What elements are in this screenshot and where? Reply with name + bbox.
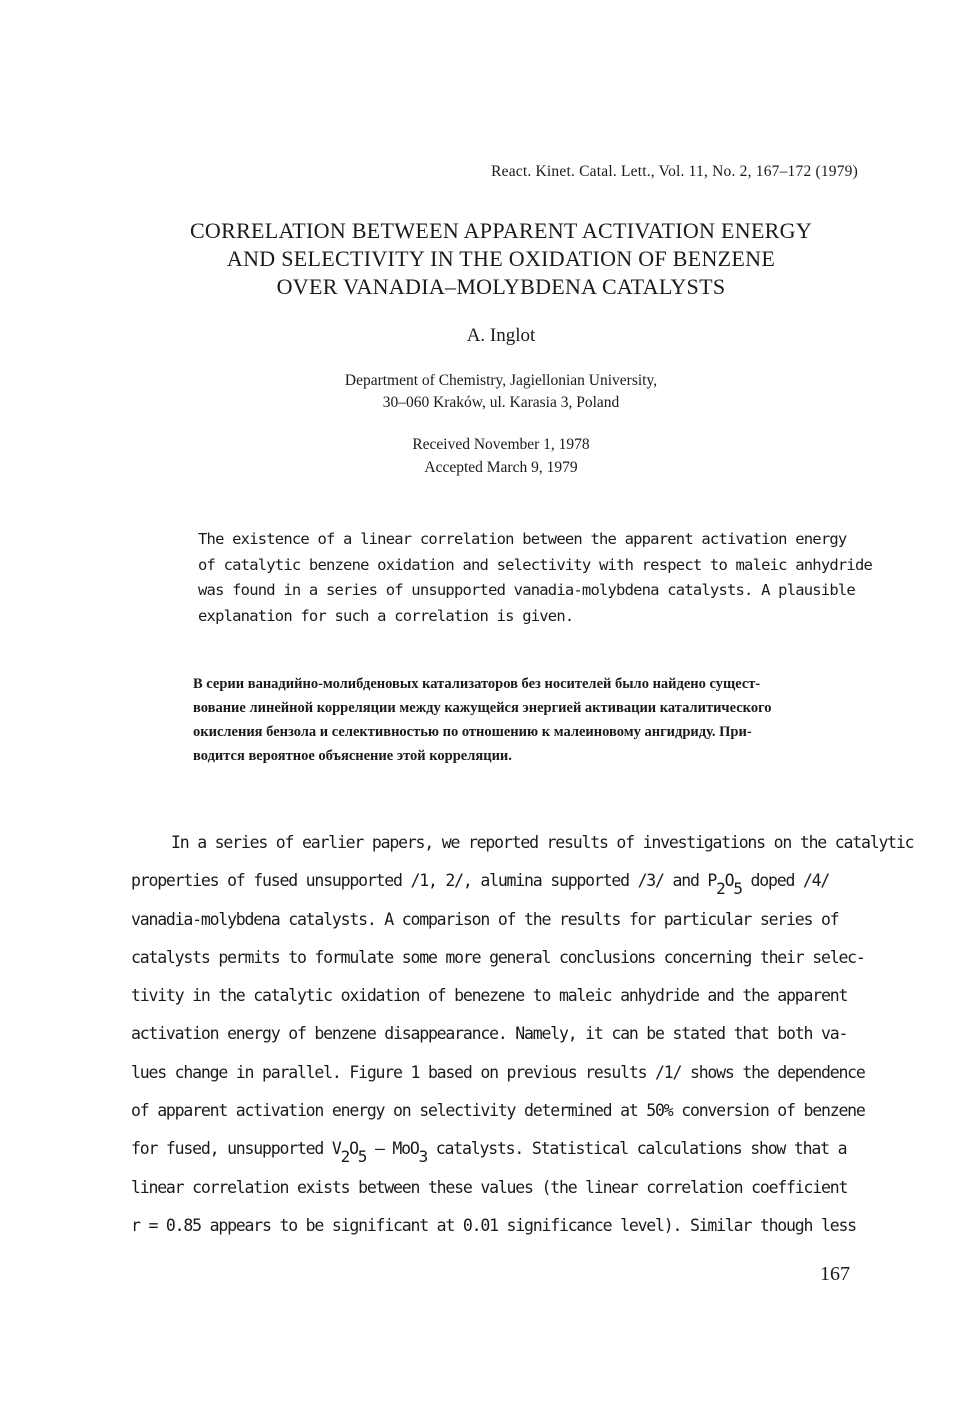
received-date: Received November 1, 1978: [412, 436, 590, 453]
body-line: of apparent activation energy on selectivity determined at 50% conversion of benzene: [131, 1101, 865, 1121]
body-line: r = 0.85 appears to be significant at 0.01 significance level). Similar though less: [131, 1215, 856, 1235]
submission-dates: [0, 433, 976, 479]
journal-reference: React. Kinet. Catal. Lett., Vol. 11, No. 2, 167–172 (1979): [491, 163, 858, 180]
body-text-segment: properties of fused unsupported /1, 2/, alumina supported /3/ and P: [131, 871, 717, 891]
paper-title: [0, 217, 976, 301]
accepted-date: Accepted March 9, 1979: [424, 459, 578, 476]
body-text-segment: for fused, unsupported V: [131, 1139, 341, 1159]
abstract-line: В серии ванадийно-молибденовых катализаторов без носителей было найдено сущест-: [193, 676, 761, 692]
body-text-segment: O: [724, 871, 734, 891]
abstract-line: of catalytic benzene oxidation and selectivity with respect to maleic anhydride: [198, 555, 873, 574]
body-text-segment: catalysts. Statistical calculations show that a: [427, 1139, 847, 1159]
affiliation: [0, 370, 976, 414]
body-line: activation energy of benzene disappearance. Namely, it can be stated that both va-: [131, 1024, 848, 1044]
body-line: tivity in the catalytic oxidation of benezene to maleic anhydride and the apparent: [131, 986, 848, 1006]
affiliation-line: 30–060 Kraków, ul. Karasia 3, Poland: [382, 394, 620, 411]
body-line: lues change in parallel. Figure 1 based on previous results /1/ shows the dependence: [131, 1062, 865, 1082]
body-line: catalysts permits to formulate some more general conclusions concerning their selec-: [131, 947, 865, 967]
body-line: In a series of earlier papers, we reported results of investigations on the catalytic: [171, 833, 914, 852]
abstract-line: explanation for such a correlation is given.: [198, 606, 574, 625]
abstract-line: was found in a series of unsupported vanadia-molybdena catalysts. A plausible: [198, 581, 855, 599]
abstract-line: The existence of a linear correlation between the apparent activation energy: [198, 530, 847, 548]
body-line: linear correlation exists between these values (the linear correlation coefficient: [131, 1177, 848, 1197]
author-name: A. Inglot: [466, 325, 536, 346]
body-line: [131, 1130, 891, 1168]
abstract-line: вование линейной корреляции между кажущейся энергией активации каталитического: [193, 700, 772, 716]
title-line: CORRELATION BETWEEN APPARENT ACTIVATION ENERGY: [189, 218, 813, 243]
abstract-line: окисления бензола и селективностью по отношению к малеиновому ангидриду. При-: [193, 724, 752, 740]
body-text-segment: – MoO: [366, 1139, 419, 1159]
abstract-line: водится вероятное объяснение этой корреляции.: [193, 748, 512, 764]
affiliation-line: Department of Chemistry, Jagiellonian University,: [344, 372, 658, 389]
title-line: AND SELECTIVITY IN THE OXIDATION OF BENZENE: [226, 246, 776, 271]
body-line: vanadia-molybdena catalysts. A comparison of the results for particular series of: [131, 909, 839, 929]
body-text-segment: doped /4/: [741, 871, 830, 891]
subscript: 3: [418, 1147, 428, 1167]
page-number: 167: [820, 1263, 850, 1285]
title-line: OVER VANADIA–MOLYBDENA CATALYSTS: [276, 274, 726, 299]
body-paragraph: [131, 824, 914, 1245]
abstract-russian: [193, 672, 913, 768]
subscript: 5: [357, 1147, 367, 1167]
subscript: 2: [340, 1147, 350, 1167]
body-text-segment: O: [349, 1139, 358, 1159]
subscript: 5: [733, 879, 742, 899]
body-line: [131, 862, 891, 900]
subscript: 2: [716, 879, 725, 899]
abstract-english: [198, 527, 898, 629]
